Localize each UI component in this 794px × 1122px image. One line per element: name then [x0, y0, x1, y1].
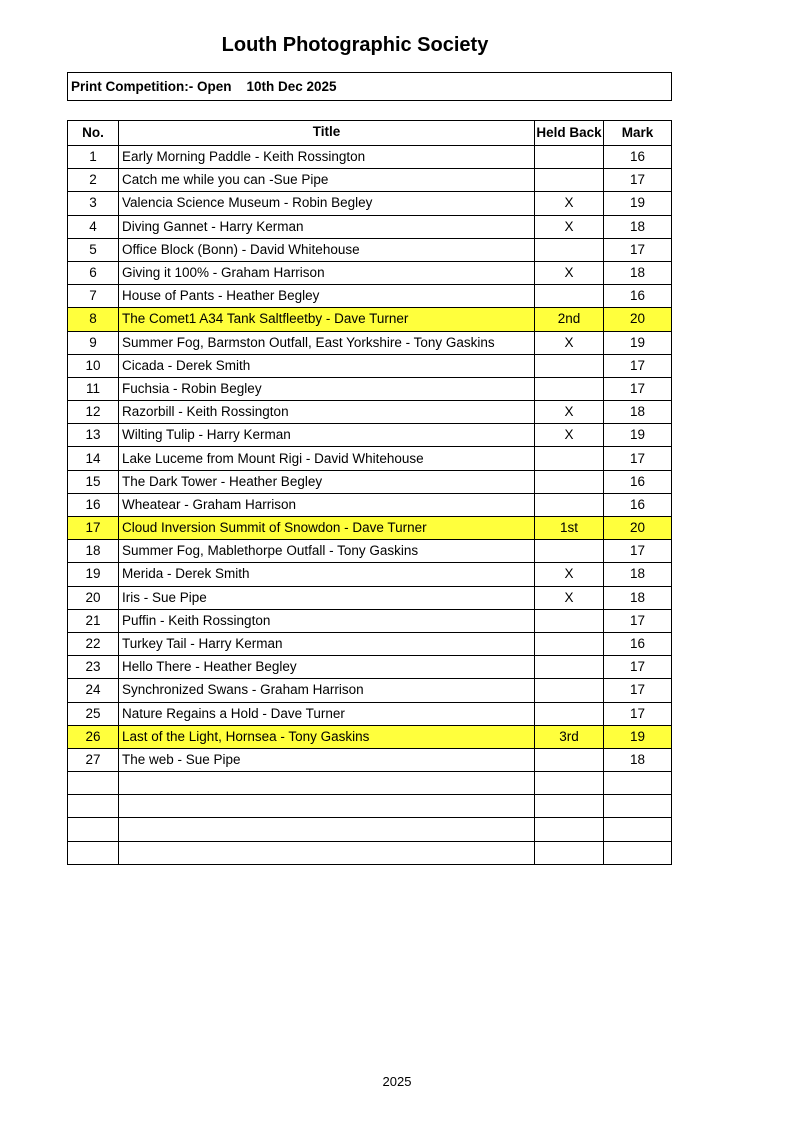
table-row [68, 609, 672, 632]
cell-no: 18 [68, 540, 119, 563]
cell-mark [604, 818, 672, 841]
cell-no: 21 [68, 609, 119, 632]
cell-mark: 18 [604, 401, 672, 424]
cell-title: Wheatear - Graham Harrison [119, 493, 535, 516]
cell-no [68, 795, 119, 818]
table-row [68, 540, 672, 563]
cell-title: Puffin - Keith Rossington [119, 609, 535, 632]
cell-mark: 16 [604, 632, 672, 655]
cell-held-back: X [535, 331, 604, 354]
cell-no: 15 [68, 470, 119, 493]
table-row [68, 169, 672, 192]
table-row [68, 192, 672, 215]
table-row [68, 493, 672, 516]
table-row [68, 772, 672, 795]
cell-mark: 17 [604, 377, 672, 400]
cell-mark [604, 795, 672, 818]
table-row [68, 285, 672, 308]
table-row [68, 261, 672, 284]
cell-no: 24 [68, 679, 119, 702]
column-header-held-back: Held Back [535, 121, 604, 146]
cell-held-back: 1st [535, 517, 604, 540]
cell-title: The Dark Tower - Heather Begley [119, 470, 535, 493]
cell-no: 25 [68, 702, 119, 725]
table-row [68, 401, 672, 424]
cell-title: Wilting Tulip - Harry Kerman [119, 424, 535, 447]
cell-held-back [535, 354, 604, 377]
cell-mark: 18 [604, 563, 672, 586]
cell-mark: 17 [604, 702, 672, 725]
table-row [68, 308, 672, 331]
cell-mark: 16 [604, 493, 672, 516]
cell-mark: 18 [604, 215, 672, 238]
table-row [68, 424, 672, 447]
cell-held-back [535, 656, 604, 679]
cell-mark: 18 [604, 261, 672, 284]
cell-title: Cloud Inversion Summit of Snowdon - Dave Turner [119, 517, 535, 540]
cell-mark: 17 [604, 447, 672, 470]
cell-held-back [535, 679, 604, 702]
cell-title [119, 818, 535, 841]
table-row [68, 470, 672, 493]
cell-no: 16 [68, 493, 119, 516]
cell-title: Fuchsia - Robin Begley [119, 377, 535, 400]
cell-mark: 17 [604, 656, 672, 679]
cell-no: 4 [68, 215, 119, 238]
cell-title: Turkey Tail - Harry Kerman [119, 632, 535, 655]
cell-no: 19 [68, 563, 119, 586]
table-row [68, 354, 672, 377]
table-row [68, 725, 672, 748]
page-title: Louth Photographic Society [221, 34, 489, 56]
table-row [68, 632, 672, 655]
cell-mark: 16 [604, 146, 672, 169]
cell-title: Iris - Sue Pipe [119, 586, 535, 609]
cell-held-back [535, 632, 604, 655]
cell-held-back [535, 772, 604, 795]
cell-title: Valencia Science Museum - Robin Begley [119, 192, 535, 215]
cell-mark: 19 [604, 725, 672, 748]
cell-no: 12 [68, 401, 119, 424]
cell-held-back: X [535, 261, 604, 284]
cell-mark: 19 [604, 192, 672, 215]
cell-no: 5 [68, 238, 119, 261]
table-row [68, 841, 672, 864]
cell-mark: 17 [604, 609, 672, 632]
cell-title: House of Pants - Heather Begley [119, 285, 535, 308]
table-header-row [68, 121, 672, 146]
cell-held-back: X [535, 192, 604, 215]
cell-no: 2 [68, 169, 119, 192]
cell-no [68, 841, 119, 864]
table-row [68, 447, 672, 470]
cell-title [119, 772, 535, 795]
cell-title: The web - Sue Pipe [119, 748, 535, 771]
cell-mark: 17 [604, 354, 672, 377]
table-row [68, 146, 672, 169]
cell-held-back [535, 795, 604, 818]
cell-title: Summer Fog, Mablethorpe Outfall - Tony Gaskins [119, 540, 535, 563]
table-row [68, 377, 672, 400]
cell-no: 20 [68, 586, 119, 609]
cell-mark: 16 [604, 285, 672, 308]
cell-no: 10 [68, 354, 119, 377]
cell-no: 8 [68, 308, 119, 331]
cell-mark [604, 841, 672, 864]
cell-mark: 18 [604, 748, 672, 771]
cell-no: 9 [68, 331, 119, 354]
cell-title [119, 841, 535, 864]
table-row [68, 748, 672, 771]
cell-no [68, 818, 119, 841]
cell-title: Early Morning Paddle - Keith Rossington [119, 146, 535, 169]
results-table [67, 120, 672, 865]
cell-no: 11 [68, 377, 119, 400]
cell-held-back [535, 146, 604, 169]
cell-no: 7 [68, 285, 119, 308]
table-row [68, 679, 672, 702]
cell-no: 6 [68, 261, 119, 284]
cell-held-back: X [535, 401, 604, 424]
cell-mark [604, 772, 672, 795]
cell-held-back: 2nd [535, 308, 604, 331]
cell-held-back [535, 285, 604, 308]
cell-title: Merida - Derek Smith [119, 563, 535, 586]
cell-held-back [535, 493, 604, 516]
cell-no: 1 [68, 146, 119, 169]
cell-mark: 19 [604, 424, 672, 447]
cell-title [119, 795, 535, 818]
table-row [68, 331, 672, 354]
cell-held-back: X [535, 586, 604, 609]
cell-held-back [535, 609, 604, 632]
cell-held-back [535, 470, 604, 493]
cell-held-back [535, 540, 604, 563]
column-header-title: Title [119, 121, 535, 146]
cell-no: 3 [68, 192, 119, 215]
table-row [68, 238, 672, 261]
cell-held-back: X [535, 424, 604, 447]
cell-mark: 17 [604, 169, 672, 192]
cell-title: Cicada - Derek Smith [119, 354, 535, 377]
cell-no: 13 [68, 424, 119, 447]
table-row [68, 818, 672, 841]
cell-mark: 16 [604, 470, 672, 493]
cell-no: 26 [68, 725, 119, 748]
cell-mark: 20 [604, 308, 672, 331]
cell-title: Summer Fog, Barmston Outfall, East Yorkshire - Tony Gaskins [119, 331, 535, 354]
table-body [68, 146, 672, 865]
cell-mark: 19 [604, 331, 672, 354]
column-header-no: No. [68, 121, 119, 146]
cell-title: Synchronized Swans - Graham Harrison [119, 679, 535, 702]
footer-year: 2025 [382, 1074, 412, 1089]
column-header-mark: Mark [604, 121, 672, 146]
table-row [68, 656, 672, 679]
cell-title: Last of the Light, Hornsea - Tony Gaskins [119, 725, 535, 748]
cell-title: Office Block (Bonn) - David Whitehouse [119, 238, 535, 261]
cell-mark: 17 [604, 679, 672, 702]
cell-no: 27 [68, 748, 119, 771]
cell-title: Lake Luceme from Mount Rigi - David Whitehouse [119, 447, 535, 470]
cell-no: 14 [68, 447, 119, 470]
cell-no [68, 772, 119, 795]
table-row [68, 563, 672, 586]
cell-title: Hello There - Heather Begley [119, 656, 535, 679]
cell-held-back [535, 818, 604, 841]
cell-held-back [535, 169, 604, 192]
table-row [68, 586, 672, 609]
cell-mark: 18 [604, 586, 672, 609]
cell-title: Diving Gannet - Harry Kerman [119, 215, 535, 238]
cell-no: 17 [68, 517, 119, 540]
cell-title: Razorbill - Keith Rossington [119, 401, 535, 424]
table-row [68, 702, 672, 725]
cell-title: Nature Regains a Hold - Dave Turner [119, 702, 535, 725]
cell-title: Catch me while you can -Sue Pipe [119, 169, 535, 192]
cell-mark: 20 [604, 517, 672, 540]
cell-held-back: X [535, 215, 604, 238]
cell-mark: 17 [604, 540, 672, 563]
table-row [68, 795, 672, 818]
cell-no: 22 [68, 632, 119, 655]
cell-held-back: X [535, 563, 604, 586]
competition-header: Print Competition:- Open 10th Dec 2025 [67, 72, 672, 101]
cell-held-back [535, 238, 604, 261]
cell-title: Giving it 100% - Graham Harrison [119, 261, 535, 284]
cell-held-back [535, 447, 604, 470]
table-row [68, 517, 672, 540]
cell-held-back [535, 841, 604, 864]
cell-no: 23 [68, 656, 119, 679]
cell-held-back [535, 377, 604, 400]
table-row [68, 215, 672, 238]
cell-held-back: 3rd [535, 725, 604, 748]
cell-title: The Comet1 A34 Tank Saltfleetby - Dave Turner [119, 308, 535, 331]
cell-mark: 17 [604, 238, 672, 261]
cell-held-back [535, 748, 604, 771]
cell-held-back [535, 702, 604, 725]
